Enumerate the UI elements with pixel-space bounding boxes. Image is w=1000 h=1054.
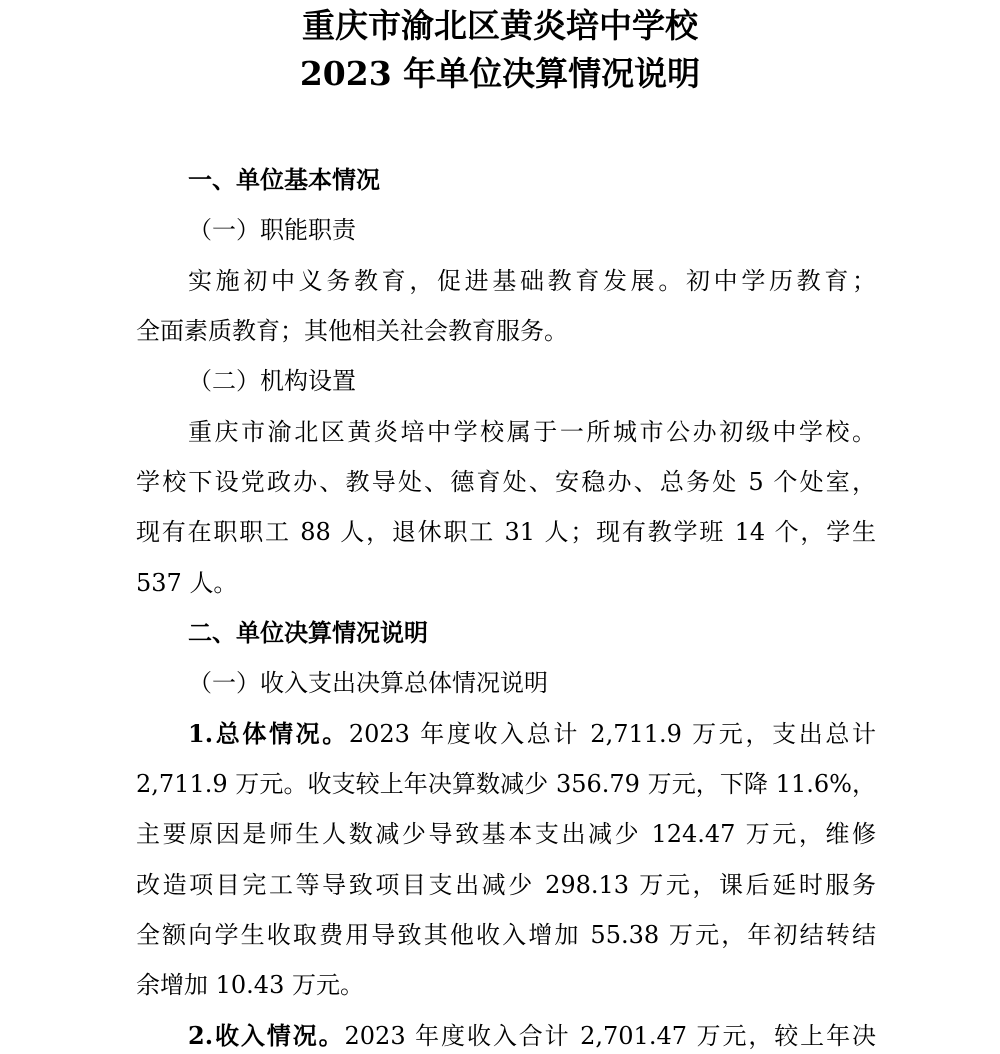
paragraph-line: 全额向学生收取费用导致其他收入增加 55.38 万元，年初结转结: [136, 921, 876, 949]
document-title-line2: 2023 年单位决算情况说明: [299, 54, 701, 93]
paragraph-line: 实施初中义务教育，促进基础教育发展。初中学历教育；: [188, 267, 876, 295]
paragraph-line: 改造项目完工等导致项目支出减少 298.13 万元，课后延时服务: [136, 871, 876, 899]
paragraph-text: 2023 年度收入总计 2,711.9 万元，支出总计: [348, 720, 876, 748]
paragraph-line: 主要原因是师生人数减少导致基本支出减少 124.47 万元，维修: [136, 820, 876, 848]
paragraph-line: 全面素质教育；其他相关社会教育服务。: [136, 317, 568, 345]
section2-heading: 二、单位决算情况说明: [188, 618, 428, 647]
paragraph-text: 2023 年度收入合计 2,701.47 万元，较上年决: [344, 1022, 876, 1050]
paragraph-line: 现有在职职工 88 人，退休职工 31 人；现有教学班 14 个，学生: [136, 518, 876, 546]
paragraph-line: [188, 1019, 876, 1053]
paragraph-line: 学校下设党政办、教导处、德育处、安稳办、总务处 5 个处室，: [136, 468, 876, 496]
paragraph-line: 余增加 10.43 万元。: [136, 971, 364, 999]
paragraph-line: 重庆市渝北区黄炎培中学校属于一所城市公办初级中学校。: [188, 418, 876, 446]
document-title-line1: 重庆市渝北区黄炎培中学校: [302, 6, 698, 45]
paragraph-line: [188, 717, 876, 751]
section1-sub1-heading: （一）职能职责: [188, 216, 356, 244]
section1-sub2-heading: （二）机构设置: [188, 367, 356, 395]
section2-sub1-heading: （一）收入支出决算总体情况说明: [188, 669, 548, 697]
paragraph-lead: 1.总体情况。: [188, 719, 349, 748]
paragraph-lead: 2.收入情况。: [188, 1021, 345, 1050]
paragraph-line: 2,711.9 万元。收支较上年决算数减少 356.79 万元，下降 11.6%，: [136, 770, 876, 798]
section1-heading: 一、单位基本情况: [188, 165, 380, 194]
paragraph-line: 537 人。: [136, 569, 238, 597]
